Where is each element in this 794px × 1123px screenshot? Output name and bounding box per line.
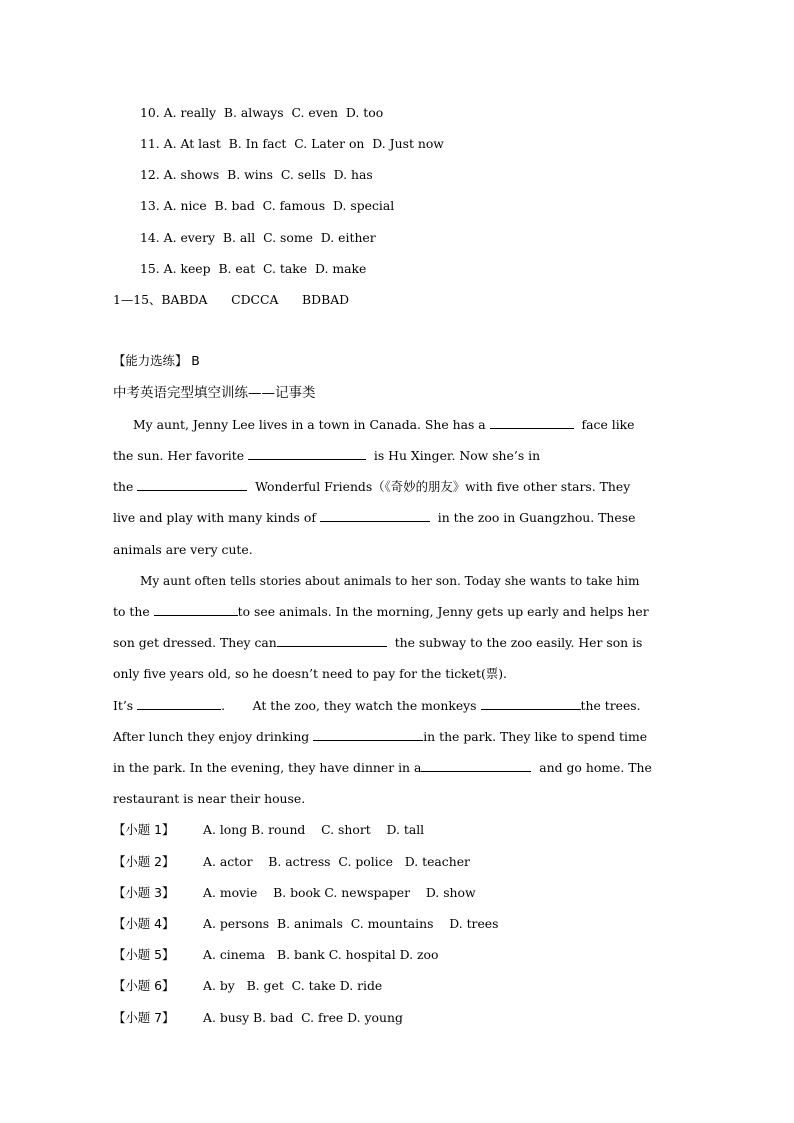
- question-label: 【小题 4】: [113, 916, 175, 931]
- passage-line: My aunt often tells stories about animals to her son. Today she wants to take him: [140, 574, 640, 588]
- question-options: A. by B. get C. take D. ride: [203, 978, 383, 993]
- question-label: 【小题 3】: [113, 885, 175, 900]
- question-options: A. busy B. bad C. free D. young: [203, 1010, 403, 1025]
- blank-2: [248, 448, 366, 460]
- passage-line: After lunch they enjoy drinking in the park. They like to spend time: [113, 729, 648, 744]
- question-label: 【小题 1】: [113, 822, 175, 837]
- question-row: [113, 1010, 403, 1026]
- question-row: [113, 854, 470, 870]
- passage-line: the sun. Her favorite is Hu Xinger. Now she’s in: [113, 448, 541, 463]
- blank-8: [481, 698, 581, 710]
- passage-line: My aunt, Jenny Lee lives in a town in Canada. She has a face like: [133, 417, 635, 432]
- question-options: A. long B. round C. short D. tall: [203, 822, 425, 837]
- blank-1: [490, 417, 574, 429]
- question-row: [113, 947, 438, 963]
- question-label: 【小题 5】: [113, 947, 175, 962]
- option-line-14: 14. A. every B. all C. some D. either: [140, 230, 376, 245]
- option-line-11: 11. A. At last B. In fact C. Later on D. Just now: [140, 136, 444, 151]
- passage-line: restaurant is near their house.: [113, 791, 306, 806]
- question-label: 【小题 2】: [113, 854, 175, 869]
- section-title: 中考英语完型填空训练——记事类: [113, 385, 316, 401]
- passage-line: in the park. In the evening, they have dinner in a and go home. The: [113, 760, 652, 775]
- blank-9: [313, 729, 423, 741]
- option-line-12: 12. A. shows B. wins C. sells D. has: [140, 167, 373, 182]
- blank-4: [320, 510, 430, 522]
- blank-3: [137, 479, 247, 491]
- blank-7: [137, 698, 221, 710]
- question-row: [113, 822, 424, 838]
- passage-line: live and play with many kinds of in the zoo in Guangzhou. These: [113, 510, 636, 525]
- option-line-15: 15. A. keep B. eat C. take D. make: [140, 261, 367, 276]
- section-label: 【能力选练】 B: [113, 353, 200, 368]
- passage-line: to the to see animals. In the morning, Jenny gets up early and helps her: [113, 604, 649, 619]
- blank-10: [421, 760, 531, 772]
- blank-5: [154, 604, 238, 616]
- question-label: 【小题 6】: [113, 978, 175, 993]
- question-options: A. movie B. book C. newspaper D. show: [203, 885, 476, 900]
- option-line-10: 10. A. really B. always C. even D. too: [140, 105, 384, 120]
- passage-line: son get dressed. They can the subway to the zoo easily. Her son is: [113, 635, 643, 650]
- blank-6: [277, 635, 387, 647]
- question-options: A. persons B. animals C. mountains D. trees: [203, 916, 499, 931]
- passage-line: animals are very cute.: [113, 542, 253, 557]
- question-row: [113, 916, 499, 932]
- question-options: A. cinema B. bank C. hospital D. zoo: [203, 947, 439, 962]
- option-line-13: 13. A. nice B. bad C. famous D. special: [140, 198, 395, 213]
- passage-line: the Wonderful Friends（《奇妙的朋友》with five other stars. They: [113, 479, 631, 494]
- question-row: [113, 885, 476, 901]
- answer-key: 1—15、BABDA CDCCA BDBAD: [113, 292, 350, 307]
- passage-line: only five years old, so he doesn’t need to pay for the ticket(票).: [113, 666, 507, 681]
- passage-line: It’s . At the zoo, they watch the monkeys the trees.: [113, 698, 641, 713]
- question-row: [113, 978, 382, 994]
- question-options: A. actor B. actress C. police D. teacher: [203, 854, 470, 869]
- question-label: 【小题 7】: [113, 1010, 175, 1025]
